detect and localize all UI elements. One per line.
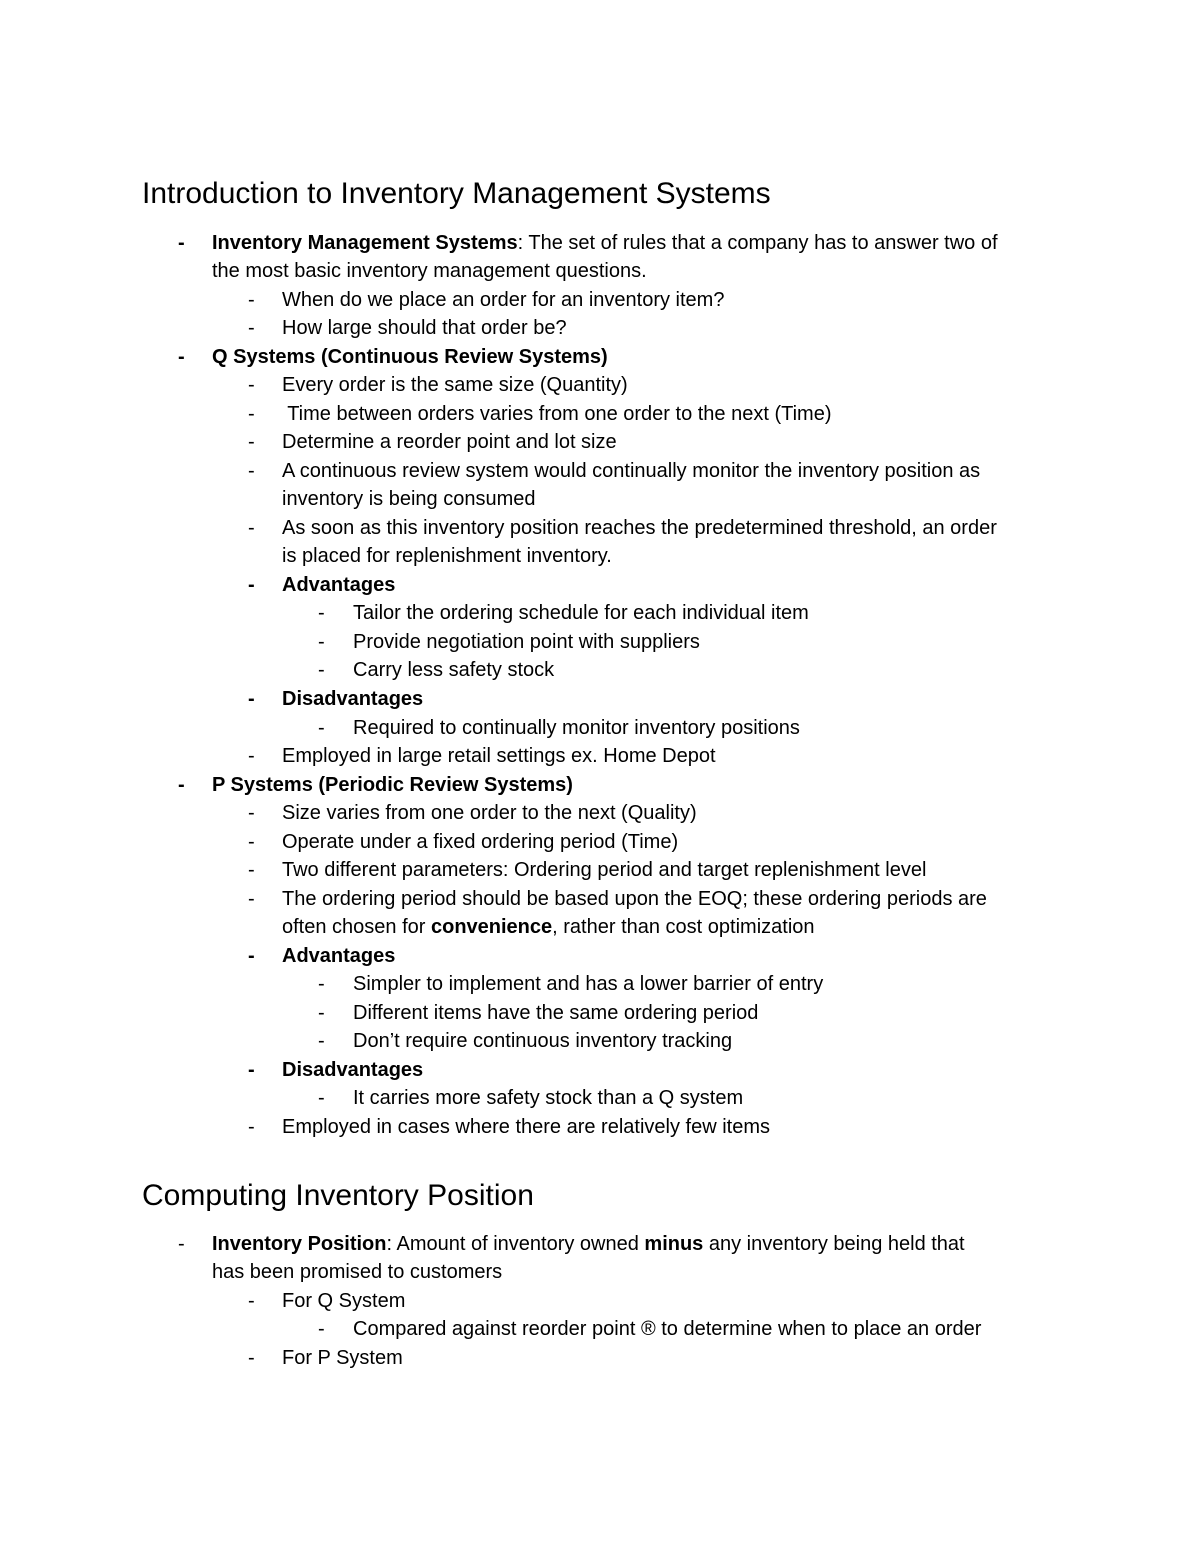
list-item-continuation: is placed for replenishment inventory. (282, 545, 612, 567)
bullet-dash: - (248, 289, 255, 311)
bullet-dash: - (248, 374, 255, 396)
list-item: - As soon as this inventory position reaches the predetermined threshold, an order (0, 514, 997, 543)
list-item: - Tailor the ordering schedule for each individual item (0, 599, 809, 628)
list-item-disadvantages: - Disadvantages (0, 1056, 423, 1085)
list-item-continuation: often chosen for convenience, rather than cost optimization (282, 916, 815, 938)
list-item: - The ordering period should be based upon the EOQ; these ordering periods are (0, 885, 987, 914)
section-title-computing: Computing Inventory Position (142, 1179, 534, 1212)
term-minus: minus (644, 1233, 704, 1255)
term-convenience: convenience (430, 916, 553, 938)
list-item: - Determine a reorder point and lot size (0, 428, 617, 457)
list-item-q-systems: - Q Systems (Continuous Review Systems) (0, 343, 608, 372)
bullet-dash: - (248, 859, 255, 881)
bullet-dash: - (318, 631, 325, 653)
ims-definition: : The set of rules that a company has to answer two of (517, 232, 998, 254)
list-item: - Don’t require continuous inventory tracking (0, 1027, 732, 1056)
list-item: - Employed in large retail settings ex. Home Depot (0, 742, 716, 771)
bullet-dash: - (248, 403, 255, 425)
bullet-dash: - (318, 717, 325, 739)
list-item: - Operate under a fixed ordering period (Time) (0, 828, 678, 857)
list-item: - Employed in cases where there are relatively few items (0, 1113, 770, 1142)
list-item: - Size varies from one order to the next (Quality) (0, 799, 697, 828)
bullet-dash: - (178, 232, 185, 254)
list-item: - Required to continually monitor inventory positions (0, 714, 800, 743)
bullet-dash: - (248, 831, 255, 853)
bullet-dash: - (318, 973, 325, 995)
bullet-dash: - (178, 774, 185, 796)
bullet-dash: - (248, 317, 255, 339)
bullet-dash: - (318, 1002, 325, 1024)
bullet-dash: - (248, 460, 255, 482)
term-ims: Inventory Management Systems (212, 232, 518, 254)
bullet-dash: - (318, 1030, 325, 1052)
list-item: - Time between orders varies from one order to the next (Time) (0, 400, 831, 429)
list-item (0, 229, 998, 258)
bullet-dash: - (178, 346, 185, 368)
bullet-dash: - (318, 602, 325, 624)
bullet-dash: - (248, 1290, 255, 1312)
list-item: - When do we place an order for an inventory item? (0, 286, 724, 315)
bullet-dash: - (248, 574, 255, 596)
list-item: - It carries more safety stock than a Q system (0, 1084, 743, 1113)
list-item-advantages: - Advantages (0, 942, 395, 971)
list-item: - Different items have the same ordering period (0, 999, 758, 1028)
bullet-dash: - (248, 431, 255, 453)
list-item-p-systems: - P Systems (Periodic Review Systems) (0, 771, 573, 800)
bullet-dash: - (248, 1347, 255, 1369)
bullet-dash: - (248, 945, 255, 967)
list-item-disadvantages: - Disadvantages (0, 685, 423, 714)
list-item: - Two different parameters: Ordering period and target replenishment level (0, 856, 926, 885)
bullet-dash: - (178, 1233, 185, 1255)
list-item: - Carry less safety stock (0, 656, 554, 685)
list-item-continuation: inventory is being consumed (282, 488, 536, 510)
list-item: - Simpler to implement and has a lower barrier of entry (0, 970, 823, 999)
bullet-dash: - (248, 1059, 255, 1081)
list-item: - Compared against reorder point ® to determine when to place an order (0, 1315, 981, 1344)
list-item-continuation: has been promised to customers (212, 1261, 503, 1283)
list-item: - A continuous review system would continually monitor the inventory position as (0, 457, 980, 486)
bullet-dash: - (248, 688, 255, 710)
list-item: - Every order is the same size (Quantity) (0, 371, 628, 400)
list-item-advantages: - Advantages (0, 571, 395, 600)
term-inventory-position: Inventory Position (212, 1233, 387, 1255)
bullet-dash: - (318, 1087, 325, 1109)
list-item: - How large should that order be? (0, 314, 567, 343)
bullet-dash: - (318, 1318, 325, 1340)
list-item: - For P System (0, 1344, 403, 1373)
bullet-dash: - (248, 802, 255, 824)
bullet-dash: - (248, 1116, 255, 1138)
list-item: - Provide negotiation point with suppliers (0, 628, 700, 657)
bullet-dash: - (248, 888, 255, 910)
section-title-intro: Introduction to Inventory Management Systems (142, 177, 771, 210)
bullet-dash: - (248, 745, 255, 767)
list-item: - For Q System (0, 1287, 405, 1316)
bullet-dash: - (248, 517, 255, 539)
bullet-dash: - (318, 659, 325, 681)
list-item: - Inventory Position: Amount of inventory owned minus any inventory being held that (0, 1230, 965, 1259)
list-item-continuation: the most basic inventory management questions. (212, 260, 647, 282)
